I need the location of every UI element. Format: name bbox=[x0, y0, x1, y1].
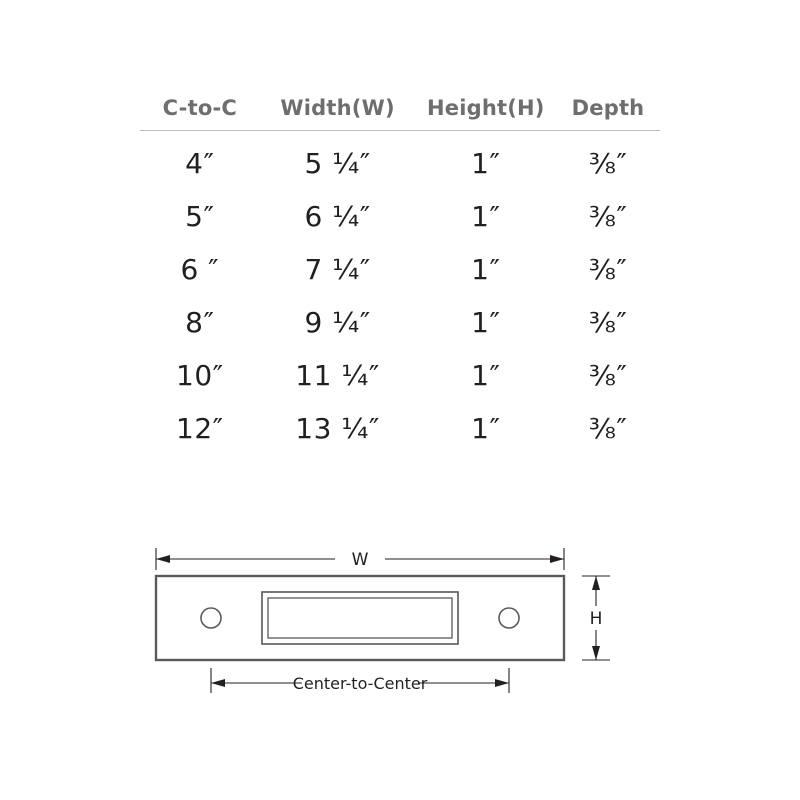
cell-width: 13 ¼″ bbox=[295, 412, 380, 445]
column-header-width: Width(W) bbox=[280, 96, 395, 120]
table-row bbox=[140, 131, 660, 191]
cell-width: 7 ¼″ bbox=[304, 253, 371, 286]
cell-c-to-c: 4″ bbox=[185, 147, 215, 180]
dimensions-table bbox=[140, 96, 660, 455]
center-to-center-label: Center-to-Center bbox=[292, 674, 428, 693]
cell-c-to-c: 8″ bbox=[185, 306, 215, 339]
cell-height: 1″ bbox=[471, 306, 501, 339]
column-header-c-to-c: C-to-C bbox=[162, 96, 237, 120]
cell-height: 1″ bbox=[471, 200, 501, 233]
screw-hole-left bbox=[201, 608, 221, 628]
cell-c-to-c: 5″ bbox=[185, 200, 215, 233]
cell-width: 6 ¼″ bbox=[304, 200, 371, 233]
column-header-depth: Depth bbox=[571, 96, 645, 120]
cell-depth: ⅜″ bbox=[588, 306, 628, 339]
cell-depth: ⅜″ bbox=[588, 359, 628, 392]
cell-c-to-c: 10″ bbox=[176, 359, 224, 392]
cell-height: 1″ bbox=[471, 359, 501, 392]
cell-height: 1″ bbox=[471, 147, 501, 180]
width-dimension-label: W bbox=[351, 550, 369, 570]
table-row bbox=[140, 190, 660, 243]
table-row bbox=[140, 349, 660, 402]
column-header-height: Height(H) bbox=[426, 96, 545, 120]
cell-c-to-c: 6 ″ bbox=[180, 253, 220, 286]
cell-height: 1″ bbox=[471, 253, 501, 286]
table-body bbox=[140, 131, 660, 456]
cell-width: 9 ¼″ bbox=[304, 306, 371, 339]
table-header bbox=[140, 96, 660, 131]
cell-depth: ⅜″ bbox=[588, 412, 628, 445]
cell-depth: ⅜″ bbox=[588, 147, 628, 180]
table-row bbox=[140, 296, 660, 349]
cell-depth: ⅜″ bbox=[588, 200, 628, 233]
table-header-row bbox=[140, 96, 660, 131]
screw-hole-right bbox=[499, 608, 519, 628]
dimensions-table-container bbox=[140, 96, 660, 455]
cell-width: 5 ¼″ bbox=[304, 147, 371, 180]
height-dimension-label: H bbox=[589, 609, 603, 629]
pull-recess-inner bbox=[268, 598, 452, 638]
cell-c-to-c: 12″ bbox=[176, 412, 224, 445]
cell-height: 1″ bbox=[471, 412, 501, 445]
cell-depth: ⅜″ bbox=[588, 253, 628, 286]
cell-width: 11 ¼″ bbox=[295, 359, 380, 392]
table-row bbox=[140, 243, 660, 296]
pull-dimension-diagram bbox=[130, 528, 670, 708]
table-row bbox=[140, 402, 660, 455]
